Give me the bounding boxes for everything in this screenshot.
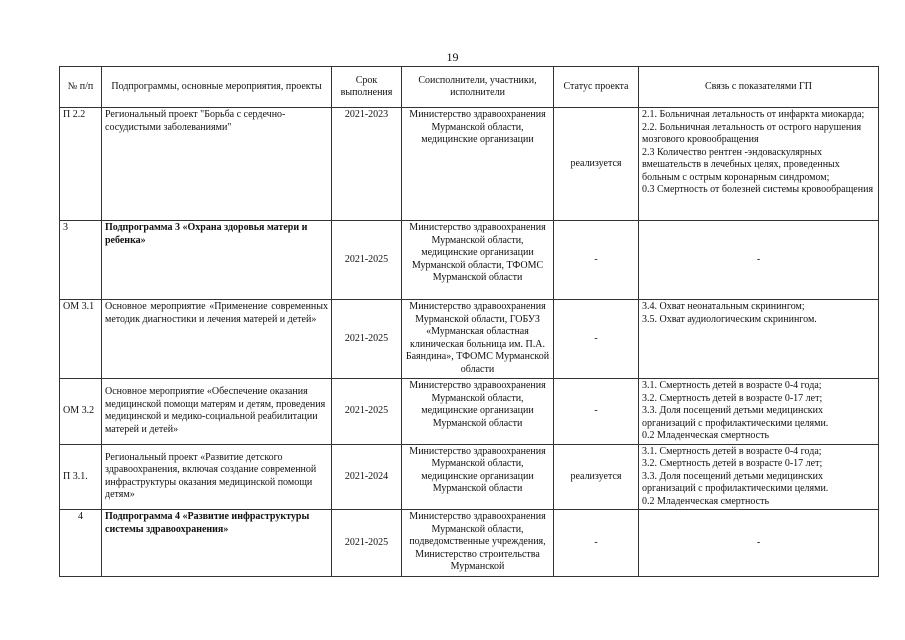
row-indicators bbox=[639, 379, 879, 445]
row-term: 2021-2025 bbox=[332, 379, 402, 445]
row-term: 2021-2025 bbox=[332, 221, 402, 300]
table-row bbox=[60, 221, 879, 300]
indicator-item: - bbox=[756, 536, 761, 548]
row-status: - bbox=[554, 221, 639, 300]
row-num: 4 bbox=[60, 510, 102, 577]
indicator-item: 3.1. Смертность детей в возрасте 0-4 года; bbox=[642, 445, 822, 457]
row-indicators bbox=[639, 108, 879, 221]
indicator-item: 0.2 Младенческая смертность bbox=[642, 495, 770, 507]
row-executors: Министерство здравоохранения Мурманской области, медицинские организации Мурманской области bbox=[402, 379, 554, 445]
header-indicators: Связь с показателями ГП bbox=[639, 67, 879, 108]
row-name: Основное мероприятие «Применение современных методик диагностики и лечения матерей и детей» bbox=[102, 300, 332, 379]
indicator-item: - bbox=[756, 253, 761, 265]
program-table bbox=[59, 66, 879, 577]
row-term: 2021-2025 bbox=[332, 510, 402, 577]
row-term: 2021-2025 bbox=[332, 300, 402, 379]
row-num: 3 bbox=[60, 221, 102, 300]
row-executors: Министерство здравоохранения Мурманской области, медицинские организации Мурманской области, ТФОМС Мурманской области bbox=[402, 221, 554, 300]
indicator-item: 3.3. Доля посещений детьми медицинских организаций с профилактическими целями. bbox=[642, 405, 829, 429]
row-indicators bbox=[639, 221, 879, 300]
table-row bbox=[60, 108, 879, 221]
row-status: - bbox=[554, 510, 639, 577]
table-row bbox=[60, 300, 879, 379]
indicator-item: 3.3. Доля посещений детьми медицинских организаций с профилактическими целями. bbox=[642, 470, 829, 494]
row-name: Подпрограмма 4 «Развитие инфраструктуры системы здравоохранения» bbox=[102, 510, 332, 577]
row-name: Региональный проект "Борьба с сердечно-сосудистыми заболеваниями" bbox=[102, 108, 332, 221]
row-name: Подпрограмма 3 «Охрана здоровья матери и ребенка» bbox=[102, 221, 332, 300]
indicator-item: 2.2. Больничная летальность от острого нарушения мозгового кровообращения bbox=[642, 121, 862, 145]
row-status: - bbox=[554, 300, 639, 379]
row-status: реализуется bbox=[554, 108, 639, 221]
table-row bbox=[60, 444, 879, 510]
row-executors: Министерство здравоохранения Мурманской области, ГОБУЗ «Мурманская областная клиническая больница им. П.А. Баяндина», ТФОМС Мурманской области bbox=[402, 300, 554, 379]
row-executors: Министерство здравоохранения Мурманской области, медицинские организации bbox=[402, 108, 554, 221]
header-num: № п/п bbox=[60, 67, 102, 108]
row-executors: Министерство здравоохранения Мурманской области, медицинские организации Мурманской области bbox=[402, 444, 554, 510]
row-num: П 3.1. bbox=[60, 444, 102, 510]
indicator-item: 2.1. Больничная летальность от инфаркта миокарда; bbox=[642, 109, 865, 120]
row-indicators bbox=[639, 300, 879, 379]
row-status: реализуется bbox=[554, 444, 639, 510]
row-term: 2021-2024 bbox=[332, 444, 402, 510]
row-num: П 2.2 bbox=[60, 108, 102, 221]
indicator-item: 3.5. Охват аудиологическим скринингом. bbox=[642, 313, 817, 325]
row-name: Основное мероприятие «Обеспечение оказания медицинской помощи матерям и детям, проведения медицинской и медико-социальной реабилитации матерей и детей» bbox=[102, 379, 332, 445]
row-num: ОМ 3.1 bbox=[60, 300, 102, 379]
row-status: - bbox=[554, 379, 639, 445]
indicator-item: 3.2. Смертность детей в возрасте 0-17 лет; bbox=[642, 458, 823, 469]
header-status: Статус проекта bbox=[554, 67, 639, 108]
row-indicators bbox=[639, 444, 879, 510]
indicator-item: 3.4. Охват неонатальным скринингом; bbox=[642, 301, 805, 312]
header-term: Срок выполнения bbox=[332, 67, 402, 108]
indicator-item: 3.2. Смертность детей в возрасте 0-17 лет; bbox=[642, 392, 823, 404]
row-indicators bbox=[639, 510, 879, 577]
indicator-item: 0.3 Смертность от болезней системы кровообращения bbox=[642, 184, 874, 195]
table-row bbox=[60, 379, 879, 445]
header-executors: Соисполнители, участники, исполнители bbox=[402, 67, 554, 108]
row-executors: Министерство здравоохранения Мурманской области, подведомственные учреждения, Министерство строительства Мурманской bbox=[402, 510, 554, 577]
page-number: 19 bbox=[446, 50, 459, 64]
row-name: Региональный проект «Развитие детского здравоохранения, включая создание современной инфраструктуры оказания медицинской помощи детям» bbox=[102, 444, 332, 510]
indicator-item: 2.3 Количество рентген -эндоваскулярных вмешательств в лечебных целях, проведенных больным с острым коронарным синдромом; bbox=[642, 146, 840, 183]
indicator-item: 3.1. Смертность детей в возрасте 0-4 года; bbox=[642, 380, 822, 391]
table-header-row bbox=[60, 67, 879, 108]
table-row bbox=[60, 510, 879, 577]
row-num: ОМ 3.2 bbox=[60, 379, 102, 445]
row-term: 2021-2023 bbox=[332, 108, 402, 221]
header-name: Подпрограммы, основные мероприятия, проекты bbox=[102, 67, 332, 108]
indicator-item: 0.2 Младенческая смертность bbox=[642, 430, 770, 441]
